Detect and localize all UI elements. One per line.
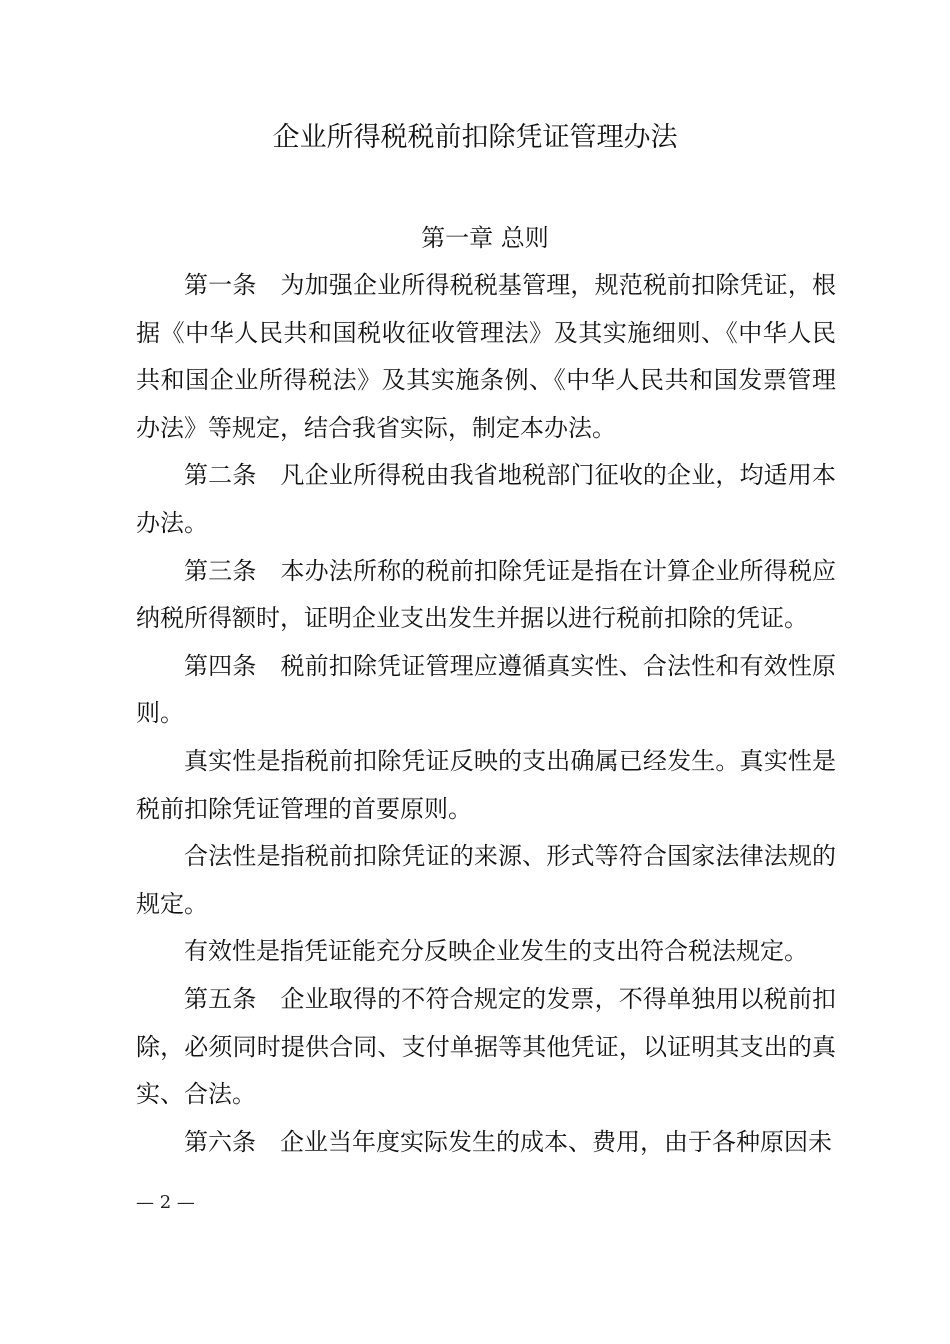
paragraph-text: 合法性是指税前扣除凭证的来源、形式等符合国家法律法规的规定。 <box>136 842 836 918</box>
article-number: 第五条 <box>184 984 257 1013</box>
paragraph-authenticity <box>136 738 836 833</box>
paragraph-article-2 <box>136 452 836 547</box>
article-number: 第六条 <box>184 1127 256 1156</box>
paragraph-text: 凡企业所得税由我省地税部门征收的企业，均适用本办法。 <box>136 461 837 537</box>
article-number: 第三条 <box>184 556 257 585</box>
paragraph-text: 本办法所称的税前扣除凭证是指在计算企业所得税应纳税所得额时，证明企业支出发生并据以进行税前扣除的凭证。 <box>136 556 837 633</box>
paragraph-text: 真实性是指税前扣除凭证反映的支出确属已经发生。真实性是税前扣除凭证管理的首要原则。 <box>136 746 836 823</box>
paragraph-text: 有效性是指凭证能充分反映企业发生的支出符合税法规定。 <box>184 937 808 966</box>
paragraph-legality <box>136 833 836 928</box>
paragraph-article-3 <box>136 548 836 643</box>
article-number: 第四条 <box>184 651 257 680</box>
article-number: 第二条 <box>184 461 257 490</box>
paragraph-text: 为加强企业所得税税基管理，规范税前扣除凭证，根据《中华人民共和国税收征收管理法》及其实施细则、《中华人民共和国企业所得税法》及其实施条例、《中华人民共和国发票管理办法》等规定，结合我省实际，制定本办法。 <box>136 271 837 442</box>
paragraph-validity <box>136 928 836 976</box>
document-title: 企业所得税税前扣除凭证管理办法 <box>272 122 678 153</box>
paragraph-article-5 <box>136 976 836 1119</box>
paragraph-text: 企业当年度实际发生的成本、费用，由于各种原因未 <box>280 1127 832 1156</box>
chapter-heading: 第一章 总则 <box>421 224 549 252</box>
article-number: 第一条 <box>184 271 257 299</box>
paragraph-text: 税前扣除凭证管理应遵循真实性、合法性和有效性原则。 <box>136 651 837 728</box>
paragraph-article-6 <box>136 1119 836 1167</box>
paragraph-text: 企业取得的不符合规定的发票，不得单独用以税前扣除，必须同时提供合同、支付单据等其他凭证，以证明其支出的真实、合法。 <box>136 984 837 1109</box>
document-body <box>136 262 836 1166</box>
paragraph-article-1 <box>136 262 836 452</box>
paragraph-article-4 <box>136 643 836 738</box>
page-number: — 2 — <box>136 1192 195 1213</box>
